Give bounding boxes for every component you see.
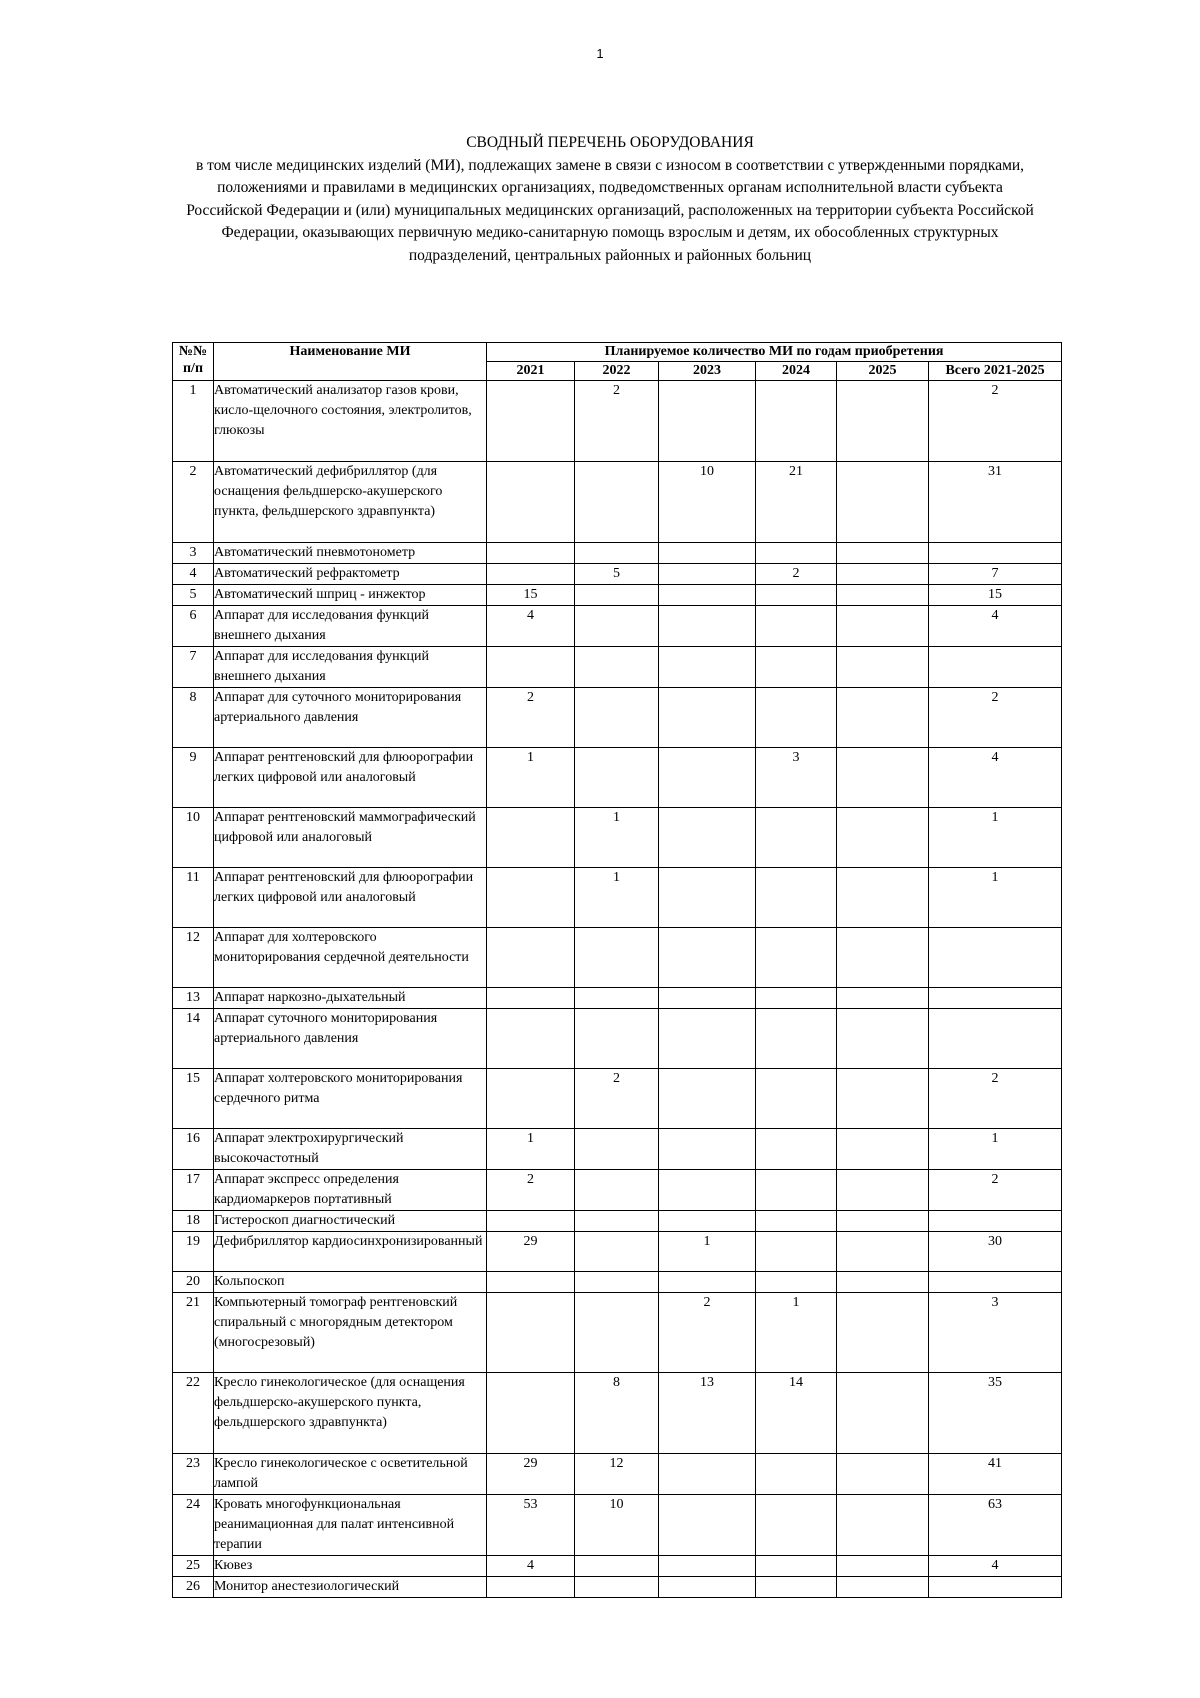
qty-2023	[659, 928, 756, 988]
qty-2023	[659, 1170, 756, 1211]
table-row	[173, 928, 1062, 988]
row-number: 11	[173, 868, 214, 928]
row-number: 5	[173, 585, 214, 606]
device-name: Аппарат экспресс определения кардиомаркеров портативный	[214, 1170, 487, 1211]
qty-2025	[837, 868, 929, 928]
row-number: 7	[173, 647, 214, 688]
table-row	[173, 1272, 1062, 1293]
qty-2021	[487, 564, 575, 585]
qty-2025	[837, 928, 929, 988]
qty-2022	[575, 748, 659, 808]
qty-2022: 10	[575, 1495, 659, 1556]
qty-2021	[487, 647, 575, 688]
device-name: Аппарат суточного мониторирования артериального давления	[214, 1009, 487, 1069]
qty-2023	[659, 1129, 756, 1170]
header-total: Всего 2021-2025	[929, 362, 1062, 381]
qty-2024	[756, 868, 837, 928]
qty-2025	[837, 606, 929, 647]
device-name: Дефибриллятор кардиосинхронизированный	[214, 1232, 487, 1272]
qty-2021: 1	[487, 1129, 575, 1170]
qty-2024: 3	[756, 748, 837, 808]
table-row	[173, 585, 1062, 606]
qty-total: 35	[929, 1373, 1062, 1454]
table-row	[173, 1495, 1062, 1556]
qty-2025	[837, 381, 929, 462]
row-number: 20	[173, 1272, 214, 1293]
device-name: Автоматический анализатор газов крови, кисло-щелочного состояния, электролитов, глюкозы	[214, 381, 487, 462]
header-year-2022: 2022	[575, 362, 659, 381]
qty-2025	[837, 1272, 929, 1293]
qty-2022: 2	[575, 381, 659, 462]
qty-2022	[575, 1293, 659, 1373]
qty-2022	[575, 688, 659, 748]
row-number: 4	[173, 564, 214, 585]
qty-total	[929, 1577, 1062, 1598]
qty-2023	[659, 1577, 756, 1598]
qty-2024: 2	[756, 564, 837, 585]
qty-total	[929, 543, 1062, 564]
table-row	[173, 1293, 1062, 1373]
qty-2024	[756, 647, 837, 688]
device-name: Автоматический пневмотонометр	[214, 543, 487, 564]
table-row	[173, 1454, 1062, 1495]
table-row	[173, 1069, 1062, 1129]
qty-total: 4	[929, 606, 1062, 647]
qty-2021	[487, 1009, 575, 1069]
header-year-2024: 2024	[756, 362, 837, 381]
qty-2023	[659, 585, 756, 606]
table-row	[173, 606, 1062, 647]
header-year-2023: 2023	[659, 362, 756, 381]
qty-2023	[659, 688, 756, 748]
qty-2022	[575, 1009, 659, 1069]
qty-2022	[575, 1211, 659, 1232]
qty-2021	[487, 462, 575, 543]
qty-2024	[756, 1129, 837, 1170]
qty-2021: 1	[487, 748, 575, 808]
table-row	[173, 1009, 1062, 1069]
qty-total: 1	[929, 1129, 1062, 1170]
qty-2024	[756, 585, 837, 606]
qty-2023	[659, 988, 756, 1009]
table-row	[173, 748, 1062, 808]
qty-2023: 13	[659, 1373, 756, 1454]
qty-2024: 21	[756, 462, 837, 543]
row-number: 3	[173, 543, 214, 564]
qty-total	[929, 647, 1062, 688]
qty-2025	[837, 988, 929, 1009]
qty-2022	[575, 1556, 659, 1577]
qty-2021: 29	[487, 1232, 575, 1272]
table-row	[173, 1232, 1062, 1272]
qty-total	[929, 928, 1062, 988]
qty-2023	[659, 748, 756, 808]
device-name: Аппарат для исследования функций внешнего дыхания	[214, 647, 487, 688]
qty-total: 2	[929, 1069, 1062, 1129]
row-number: 10	[173, 808, 214, 868]
header-year-2025: 2025	[837, 362, 929, 381]
qty-total: 63	[929, 1495, 1062, 1556]
qty-2022	[575, 1129, 659, 1170]
qty-2022: 1	[575, 808, 659, 868]
qty-2021: 15	[487, 585, 575, 606]
device-name: Аппарат рентгеновский для флюорографии легких цифровой или аналоговый	[214, 868, 487, 928]
device-name: Аппарат для суточного мониторирования артериального давления	[214, 688, 487, 748]
qty-2024	[756, 1577, 837, 1598]
qty-2024	[756, 1009, 837, 1069]
qty-2025	[837, 1009, 929, 1069]
page-number: 1	[596, 46, 604, 61]
row-number: 23	[173, 1454, 214, 1495]
qty-2023	[659, 1272, 756, 1293]
table-row	[173, 1170, 1062, 1211]
table-row	[173, 462, 1062, 543]
qty-total: 31	[929, 462, 1062, 543]
qty-2021	[487, 543, 575, 564]
qty-2022	[575, 928, 659, 988]
qty-2023: 2	[659, 1293, 756, 1373]
qty-2023	[659, 1009, 756, 1069]
row-number: 8	[173, 688, 214, 748]
qty-2024	[756, 1495, 837, 1556]
row-number: 19	[173, 1232, 214, 1272]
header-year-2021: 2021	[487, 362, 575, 381]
qty-2021	[487, 868, 575, 928]
qty-2025	[837, 585, 929, 606]
qty-2021: 2	[487, 1170, 575, 1211]
qty-2024	[756, 381, 837, 462]
qty-2025	[837, 1577, 929, 1598]
table-row	[173, 564, 1062, 585]
row-number: 6	[173, 606, 214, 647]
qty-2025	[837, 1495, 929, 1556]
device-name: Монитор анестезиологический	[214, 1577, 487, 1598]
qty-2021	[487, 1069, 575, 1129]
qty-2021	[487, 1272, 575, 1293]
table-row	[173, 1556, 1062, 1577]
qty-2024	[756, 1170, 837, 1211]
qty-2025	[837, 808, 929, 868]
qty-2024	[756, 1556, 837, 1577]
qty-2024	[756, 606, 837, 647]
row-number: 2	[173, 462, 214, 543]
header-planned: Планируемое количество МИ по годам приобретения	[487, 343, 1062, 362]
table-row	[173, 647, 1062, 688]
header-num: №№ п/п	[173, 343, 214, 381]
qty-2025	[837, 1454, 929, 1495]
qty-2025	[837, 1232, 929, 1272]
device-name: Аппарат холтеровского мониторирования сердечного ритма	[214, 1069, 487, 1129]
qty-2022: 2	[575, 1069, 659, 1129]
qty-total: 1	[929, 808, 1062, 868]
row-number: 16	[173, 1129, 214, 1170]
qty-2023	[659, 381, 756, 462]
row-number: 26	[173, 1577, 214, 1598]
qty-2024	[756, 928, 837, 988]
qty-total: 2	[929, 688, 1062, 748]
row-number: 17	[173, 1170, 214, 1211]
qty-2025	[837, 1069, 929, 1129]
qty-2022	[575, 988, 659, 1009]
qty-2025	[837, 647, 929, 688]
device-name: Аппарат для холтеровского мониторирования сердечной деятельности	[214, 928, 487, 988]
row-number: 25	[173, 1556, 214, 1577]
qty-2024	[756, 543, 837, 564]
qty-total: 4	[929, 1556, 1062, 1577]
table-row	[173, 1129, 1062, 1170]
row-number: 18	[173, 1211, 214, 1232]
qty-2025	[837, 1129, 929, 1170]
qty-2023: 10	[659, 462, 756, 543]
qty-2021: 2	[487, 688, 575, 748]
qty-2021: 29	[487, 1454, 575, 1495]
qty-2025	[837, 1556, 929, 1577]
qty-total: 3	[929, 1293, 1062, 1373]
qty-2023	[659, 1069, 756, 1129]
table-row	[173, 381, 1062, 462]
device-name: Автоматический шприц - инжектор	[214, 585, 487, 606]
device-name: Аппарат для исследования функций внешнего дыхания	[214, 606, 487, 647]
document-title-body: в том числе медицинских изделий (МИ), подлежащих замене в связи с износом в соответствии с утвержденными порядками, положениями и правилами в медицинских организациях, подведомственных органам исполнительной власти субъекта Российской Федерации и (или) муниципальных медицинских организаций, расположенных на территории субъекта Российской Федерации, оказывающих первичную медико-санитарную помощь взрослым и детям, их обособленных структурных подразделений, центральных районных и районных больниц	[186, 156, 1034, 264]
qty-2024: 14	[756, 1373, 837, 1454]
table-row	[173, 688, 1062, 748]
qty-2025	[837, 462, 929, 543]
qty-2023	[659, 1556, 756, 1577]
row-number: 1	[173, 381, 214, 462]
qty-2022	[575, 606, 659, 647]
qty-2025	[837, 543, 929, 564]
qty-2023	[659, 1495, 756, 1556]
qty-2021	[487, 381, 575, 462]
qty-2024	[756, 1272, 837, 1293]
document-title	[180, 132, 1040, 267]
table-row	[173, 988, 1062, 1009]
row-number: 12	[173, 928, 214, 988]
qty-total	[929, 988, 1062, 1009]
header-name: Наименование МИ	[214, 343, 487, 381]
qty-2024: 1	[756, 1293, 837, 1373]
qty-total: 2	[929, 1170, 1062, 1211]
equipment-table	[172, 342, 1062, 1598]
qty-2022	[575, 543, 659, 564]
device-name: Аппарат рентгеновский для флюорографии легких цифровой или аналоговый	[214, 748, 487, 808]
qty-2024	[756, 1454, 837, 1495]
qty-total: 1	[929, 868, 1062, 928]
qty-total: 30	[929, 1232, 1062, 1272]
qty-total	[929, 1211, 1062, 1232]
qty-2022: 12	[575, 1454, 659, 1495]
qty-2023	[659, 868, 756, 928]
qty-2021	[487, 1577, 575, 1598]
qty-2022	[575, 1232, 659, 1272]
qty-2021	[487, 988, 575, 1009]
qty-2023	[659, 564, 756, 585]
qty-2022: 8	[575, 1373, 659, 1454]
qty-2025	[837, 1293, 929, 1373]
device-name: Кровать многофункциональная реанимационная для палат интенсивной терапии	[214, 1495, 487, 1556]
qty-2023	[659, 808, 756, 868]
table-row	[173, 1211, 1062, 1232]
qty-total: 4	[929, 748, 1062, 808]
qty-2022	[575, 585, 659, 606]
qty-2025	[837, 1373, 929, 1454]
qty-total	[929, 1009, 1062, 1069]
qty-2024	[756, 688, 837, 748]
row-number: 22	[173, 1373, 214, 1454]
row-number: 24	[173, 1495, 214, 1556]
qty-total: 2	[929, 381, 1062, 462]
qty-2024	[756, 1069, 837, 1129]
table-row	[173, 808, 1062, 868]
qty-2023	[659, 606, 756, 647]
qty-2021	[487, 1293, 575, 1373]
qty-2025	[837, 1170, 929, 1211]
device-name: Компьютерный томограф рентгеновский спиральный с многорядным детектором (многосрезовый)	[214, 1293, 487, 1373]
qty-2023	[659, 647, 756, 688]
qty-2021	[487, 808, 575, 868]
qty-2021	[487, 928, 575, 988]
row-number: 21	[173, 1293, 214, 1373]
qty-2021: 53	[487, 1495, 575, 1556]
device-name: Аппарат рентгеновский маммографический цифровой или аналоговый	[214, 808, 487, 868]
device-name: Автоматический рефрактометр	[214, 564, 487, 585]
qty-total: 7	[929, 564, 1062, 585]
qty-2024	[756, 1232, 837, 1272]
table-row	[173, 1373, 1062, 1454]
qty-2022: 1	[575, 868, 659, 928]
qty-2024	[756, 988, 837, 1009]
qty-total: 41	[929, 1454, 1062, 1495]
device-name: Автоматический дефибриллятор (для оснащения фельдшерско-акушерского пункта, фельдшерского здравпункта)	[214, 462, 487, 543]
device-name: Гистероскоп диагностический	[214, 1211, 487, 1232]
device-name: Кольпоскоп	[214, 1272, 487, 1293]
qty-2023: 1	[659, 1232, 756, 1272]
qty-2023	[659, 543, 756, 564]
qty-2025	[837, 688, 929, 748]
device-name: Аппарат электрохирургический высокочастотный	[214, 1129, 487, 1170]
row-number: 13	[173, 988, 214, 1009]
qty-2022	[575, 647, 659, 688]
table-row	[173, 868, 1062, 928]
qty-2025	[837, 748, 929, 808]
qty-2022	[575, 1272, 659, 1293]
qty-2025	[837, 564, 929, 585]
row-number: 9	[173, 748, 214, 808]
device-name: Кювез	[214, 1556, 487, 1577]
document-title-heading: СВОДНЫЙ ПЕРЕЧЕНЬ ОБОРУДОВАНИЯ	[466, 134, 754, 151]
device-name: Кресло гинекологическое (для оснащения фельдшерско-акушерского пункта, фельдшерского здравпункта)	[214, 1373, 487, 1454]
device-name: Аппарат наркозно-дыхательный	[214, 988, 487, 1009]
row-number: 14	[173, 1009, 214, 1069]
qty-total: 15	[929, 585, 1062, 606]
qty-2023	[659, 1211, 756, 1232]
qty-2021: 4	[487, 1556, 575, 1577]
qty-2021	[487, 1211, 575, 1232]
qty-2022	[575, 1170, 659, 1211]
qty-2024	[756, 1211, 837, 1232]
qty-2022	[575, 462, 659, 543]
qty-total	[929, 1272, 1062, 1293]
table-body	[173, 381, 1062, 1598]
qty-2022: 5	[575, 564, 659, 585]
device-name: Кресло гинекологическое с осветительной лампой	[214, 1454, 487, 1495]
qty-2021	[487, 1373, 575, 1454]
table-row	[173, 1577, 1062, 1598]
qty-2022	[575, 1577, 659, 1598]
qty-2021: 4	[487, 606, 575, 647]
row-number: 15	[173, 1069, 214, 1129]
table-row	[173, 543, 1062, 564]
qty-2023	[659, 1454, 756, 1495]
qty-2024	[756, 808, 837, 868]
qty-2025	[837, 1211, 929, 1232]
